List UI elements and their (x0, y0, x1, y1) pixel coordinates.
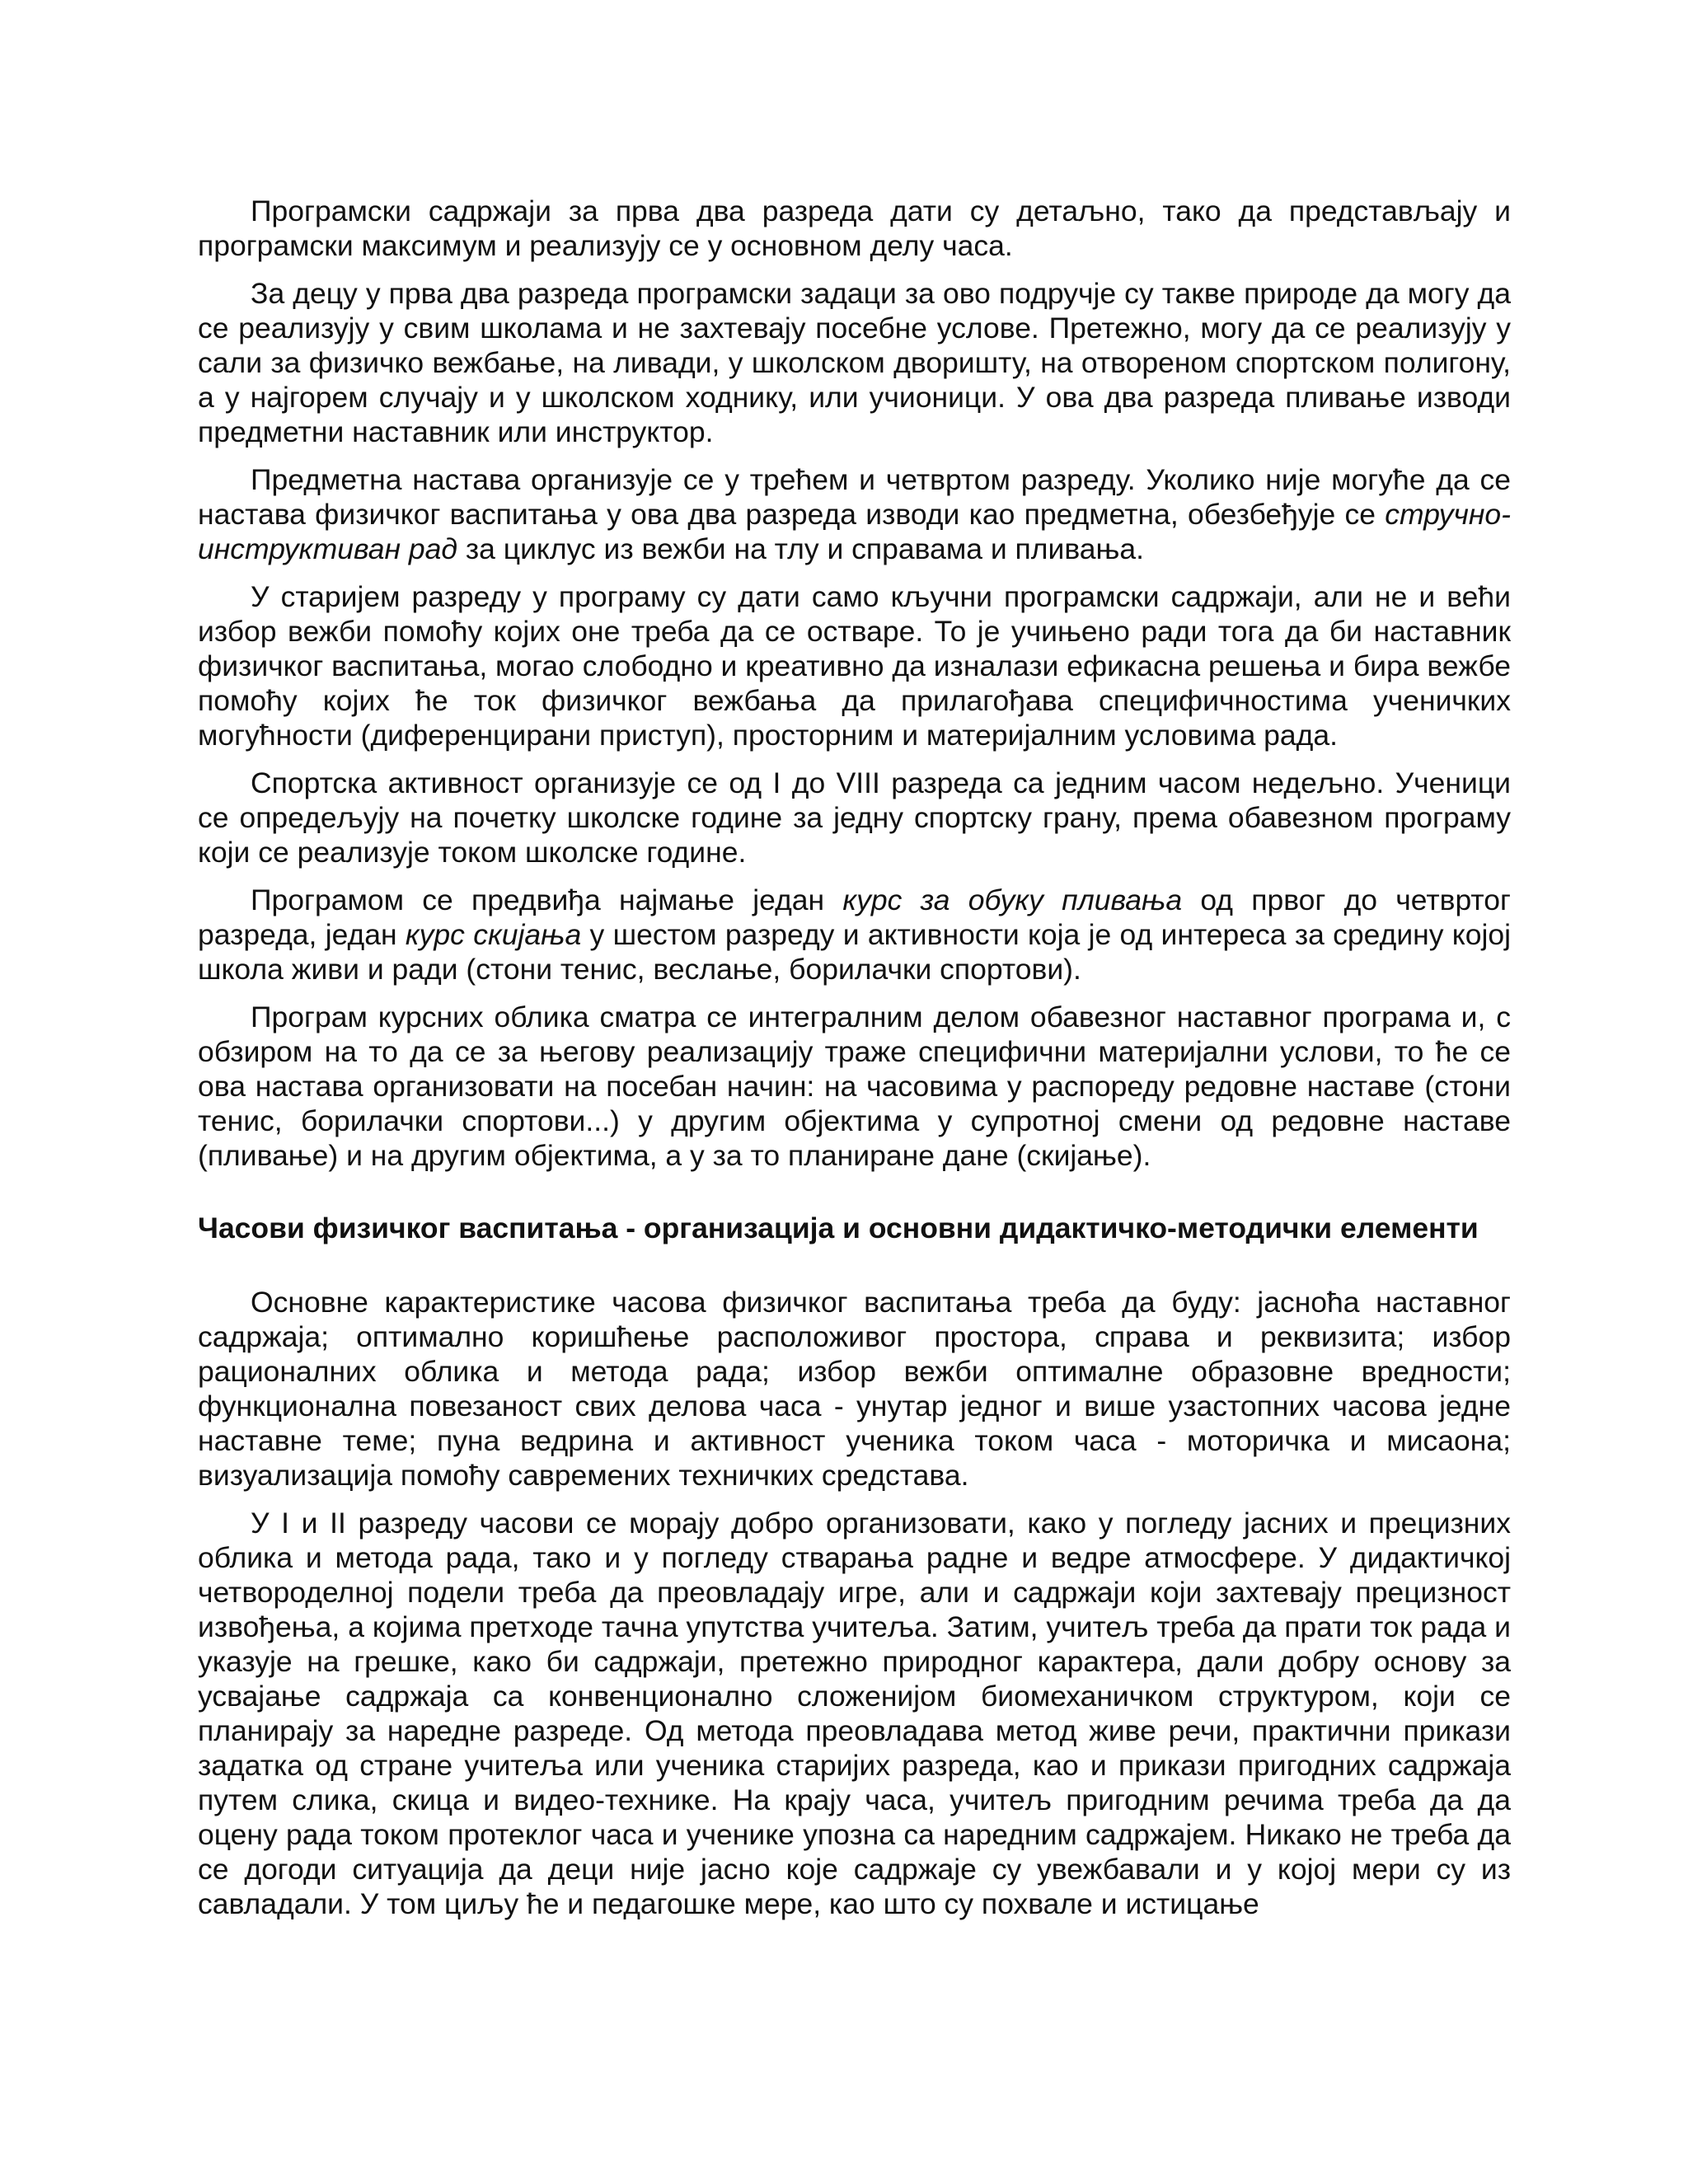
text-run: за циклус из вежби на тлу и справама и пливања. (457, 532, 1144, 565)
paragraph (198, 883, 1511, 987)
text-run: Програмски садржаји за прва два разреда дати су детаљно, тако да представљају и програмски максимум и реализују се у основном делу часа. (198, 194, 1511, 262)
italic-text-run: курс скијања (405, 918, 582, 951)
text-run: од првог до четвртог разреда, један (198, 883, 1511, 951)
text-run: За децу у прва два разреда програмски задаци за ово подручје су такве природе да могу да се реализују у свим школама и не захтевају посебне услове. Претежно, могу да се реализују у сали за физичко вежбање, на ливади, у школском дворишту, на отвореном спортском полигону, а у најгорем случају и у школском ходнику, или учионици. У ова два разреда пливање изводи предметни наставник или инструктор. (198, 277, 1511, 448)
italic-text-run: стручно-инструктиван рад (198, 498, 1511, 565)
paragraph (198, 579, 1511, 752)
paragraph (198, 462, 1511, 566)
paragraph (198, 1285, 1511, 1493)
text-run: Основне карактеристике часова физичког васпитања треба да буду: јасноћа наставног садржаја; оптимално коришћење расположивог простора, справа и реквизита; избор рационалних облика и метода рада; избор вежби оптималне образовне вредности; функционална повезаност свих делова часа - унутар једног и више узастопних часова једне наставне теме; пуна ведрина и активност ученика током часа - моторичка и мисаона; визуализација помоћу савремених техничких средстава. (198, 1286, 1511, 1492)
text-run: у шестом разреду и активности која је од интереса за средину којој школа живи и ради (стони тенис, веслање, борилачки спортови). (198, 918, 1511, 986)
text-run: Спортска активност организује се од I до VIII разреда са једним часом недељно. Ученици се опредељују на почетку школске године за једну спортску грану, према обавезном програму који се реализује током школске године. (198, 766, 1511, 869)
paragraph (198, 1000, 1511, 1173)
text-run: Програм курсних облика сматра се интегралним делом обавезног наставног програма и, с обзиром на то да се за његову реализацију траже специфични материјални услови, то ће се ова настава организовати на посебан начин: на часовима у распореду редовне наставе (стони тенис, борилачки спортови...) у другим објектима у супротној смени од редовне наставе (пливање) и на другим објектима, а у за то планиране дане (скијање). (198, 1001, 1511, 1172)
italic-text-run: курс за обуку пливања (842, 883, 1183, 916)
document-page (198, 194, 1511, 1921)
paragraph (198, 276, 1511, 449)
paragraph (198, 766, 1511, 869)
text-run: Предметна настава организује се у трећем и четвртом разреду. Уколико није могуће да се настава физичког васпитања у ова два разреда изводи као предметна, обезбеђује се (198, 463, 1511, 531)
section-before-heading (198, 194, 1511, 1173)
paragraph (198, 1506, 1511, 1921)
text-run: Програмом се предвиђа најмање један (251, 883, 843, 916)
section-heading: Часови физичког васпитања - организација и основни дидактичко-методички елементи (198, 1212, 1479, 1244)
paragraph (198, 194, 1511, 263)
section-after-heading (198, 1285, 1511, 1921)
text-run: У старијем разреду у програму су дати само кључни програмски садржаји, али не и већи избор вежби помоћу којих оне треба да се остваре. То је учињено ради тога да би наставник физичког васпитања, могао слободно и креативно да изналази ефикасна решења и бира вежбе помоћу којих ће ток физичког вежбања да прилагођава специфичностима ученичких могућности (диференцирани приступ), просторним и материјалним условима рада. (198, 580, 1511, 752)
text-run: У I и II разреду часови се морају добро организовати, како у погледу јасних и прецизних облика и метода рада, тако и у погледу стварања радне и ведре атмосфере. У дидактичкој четвороделној подели треба да преовладају игре, али и садржаји који захтевају прецизност извођења, а којима претходе тачна упутства учитеља. Затим, учитељ треба да прати ток рада и указује на грешке, како би садржаји, претежно природног карактера, дали добру основу за усвајање садржаја са конвенционално сложенијом биомеханичком структуром, који се планирају за наредне разреде. Од метода преовладава метод живе речи, практични прикази задатка од стране учитеља или ученика старијих разреда, као и прикази пригодних садржаја путем слика, скица и видео-технике. На крају часа, учитељ пригодним речима треба да да оцену рада током протеклог часа и ученике упозна са наредним садржајем. Никако не треба да се догоди ситуација да деци није јасно које садржаје су увежбавали и у којој мери су из савладали. У том циљу ће и педагошке мере, као што су похвале и истицање (198, 1507, 1511, 1920)
